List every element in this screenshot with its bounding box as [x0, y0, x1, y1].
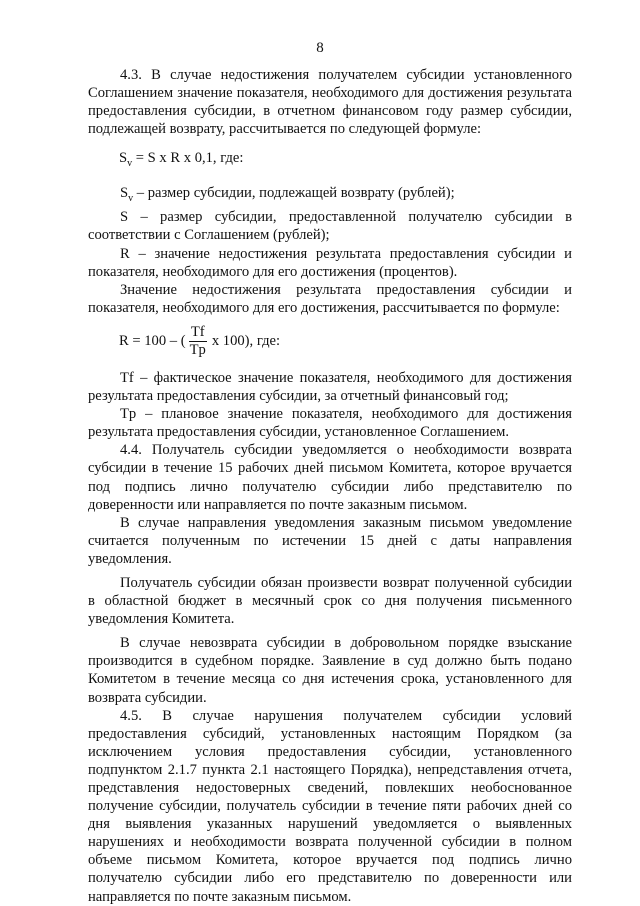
paragraph-4-4: 4.4. Получатель субсидии уведомляется о необходимости возврата субсидии в течение 15 рабочих дней письмом Комитета, которое вручается под подпись лично получателю субсидии либо представителю по доверенности или направляется по почте заказным письмом. — [88, 442, 572, 513]
definition-tp: Tp – плановое значение показателя, необходимого для достижения результата предоставления субсидии, установленное Соглашением. — [88, 406, 572, 441]
r-formula-intro: Значение недостижения результата предоставления субсидии и показателя, необходимого для его достижения, рассчитывается по формуле: — [88, 281, 572, 316]
paragraph-4-3: 4.3. В случае недостижения получателем субсидии установленного Соглашением значение показателя, необходимого для достижения результата предоставления субсидии, в отчетном финансовом году размер субсидии, подлежащей возврату, рассчитывается по следующей формуле: — [88, 67, 572, 138]
formula-r-suffix: x 100), где: — [211, 333, 281, 350]
formula-r — [119, 324, 572, 359]
definition-sv-symbol: S — [120, 185, 129, 202]
paragraph-4-4-mail: В случае направления уведомления заказным письмом уведомление считается полученным по истечении 15 дней с даты направления уведомления. — [88, 514, 572, 567]
paragraph-4-5: 4.5. В случае нарушения получателем субсидии условий предоставления субсидий, установленных настоящим Порядком (за исключением условия предоставления субсидии, установленного подпунктом 2.1.7 пункта 2.1 настоящего Порядка), непредставления отчета, представления недостоверных сведений, повлекших необоснованное получение субсидии, получатель субсидии в течение пяти рабочих дней со дня выявления указанных нарушений уведомляется о выявленных нарушениях и необходимости возврата полученной субсидии в полном объеме письмом Комитета, которое вручается под подпись лично получателю субсидии либо его представителю по доверенности или направляется по почте заказным письмом. — [88, 707, 572, 905]
definition-sv-subscript: v — [128, 193, 134, 205]
formula-sv-symbol: S — [119, 150, 128, 167]
paragraph-4-4-return: Получатель субсидии обязан произвести возврат полученной субсидии в областной бюджет в месячный срок со дня получения письменного уведомления Комитета. — [88, 574, 572, 628]
definition-s: S – размер субсидии, предоставленной получателю субсидии в соответствии с Соглашением (рублей); — [88, 209, 572, 244]
definition-tf: Tf – фактическое значение показателя, необходимого для достижения результата предоставления субсидии, за отчетный финансовый год; — [88, 369, 572, 405]
paragraph-4-4-court: В случае невозврата субсидии в добровольном порядке взыскание производится в судебном порядке. Заявление в суд должно быть подано Комитетом в течение месяца со дня истечения срока, установленного для возврата субсидии. — [88, 635, 572, 706]
formula-r-fraction — [188, 324, 208, 359]
definition-sv — [88, 184, 572, 208]
page-number: 8 — [316, 40, 324, 56]
definition-r: R – значение недостижения результата предоставления субсидии и показателя, необходимого для его достижения (процентов). — [88, 245, 572, 280]
formula-sv-subscript: v — [127, 158, 133, 170]
document-body — [88, 66, 572, 906]
definition-sv-text: – размер субсидии, подлежащей возврату (рублей); — [133, 185, 455, 202]
fraction-denominator: Tp — [189, 341, 206, 358]
formula-sv — [119, 149, 572, 173]
formula-sv-rhs: = S x R x 0,1, где: — [132, 150, 244, 167]
formula-r-prefix: R = 100 – ( — [119, 333, 186, 350]
fraction-numerator: Tf — [190, 323, 205, 340]
